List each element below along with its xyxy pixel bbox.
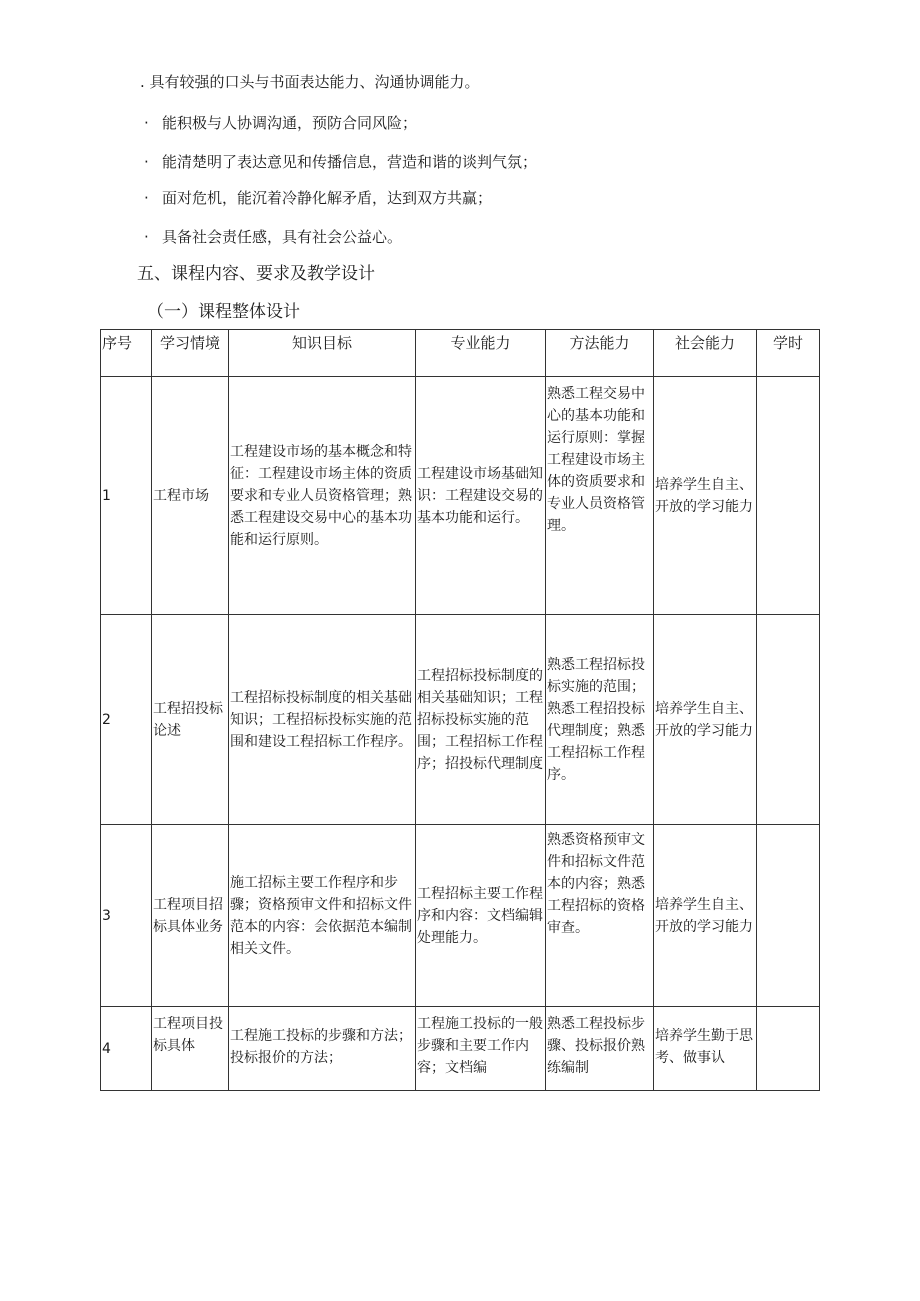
learning-situation: 工程项目招标具体业务 [152,825,229,1007]
table-row [101,825,820,1007]
professional-ability: 工程招标投标制度的相关基础知识；工程招标投标实施的范围；工程招标工作程序；招投标代理制度 [416,615,546,825]
section-heading: 五、课程内容、要求及教学设计 [137,264,375,284]
row-number: 1 [101,377,152,615]
header-cell: 专业能力 [416,330,546,377]
method-ability: 熟悉工程交易中心的基本功能和运行原则：掌握工程建设市场主体的资质要求和专业人员资格管理。 [546,377,654,615]
social-ability: 培养学生勤于思考、做事认 [654,1007,757,1091]
header-cell: 社会能力 [654,330,757,377]
learning-situation: 工程市场 [152,377,229,615]
bullet-dot-icon: · [144,114,149,132]
bullet-text: 具备社会责任感，具有社会公益心。 [162,228,403,246]
knowledge-goal: 施工招标主要工作程序和步骤；资格预审文件和招标文件范本的内容：会依据范本编制相关文件。 [229,825,416,1007]
bullet-dot-icon: · [144,189,149,207]
header-cell: 学时 [757,330,820,377]
header-cell: 学习情境 [152,330,229,377]
class-hours [757,1007,820,1091]
table-row [101,1007,820,1091]
professional-ability: 工程施工投标的一般步骤和主要工作内容；文档编 [416,1007,546,1091]
header-cell: 方法能力 [546,330,654,377]
header-cell: 知识目标 [229,330,416,377]
intro-line: . 具有较强的口头与书面表达能力、沟通协调能力。 [140,73,480,91]
header-cell: 序号 [101,330,152,377]
professional-ability: 工程建设市场基础知识：工程建设交易的基本功能和运行。 [416,377,546,615]
class-hours [757,825,820,1007]
knowledge-goal: 工程招标投标制度的相关基础知识；工程招标投标实施的范围和建设工程招标工作程序。 [229,615,416,825]
professional-ability: 工程招标主要工作程序和内容：文档编辑处理能力。 [416,825,546,1007]
knowledge-goal: 工程建设市场的基本概念和特征：工程建设市场主体的资质要求和专业人员资格管理；熟悉工程建设交易中心的基本功能和运行原则。 [229,377,416,615]
knowledge-goal: 工程施工投标的步骤和方法；投标报价的方法； [229,1007,416,1091]
bullet-item [144,113,417,133]
course-design-table [100,329,820,1091]
bullet-dot-icon: · [144,228,149,246]
bullet-text: 能清楚明了表达意见和传播信息，营造和谐的谈判气氛； [162,153,538,171]
learning-situation: 工程招投标论述 [152,615,229,825]
row-number: 4 [101,1007,152,1091]
class-hours [757,377,820,615]
row-number: 2 [101,615,152,825]
subsection-heading: （一）课程整体设计 [147,302,300,322]
bullet-text: 能积极与人协调沟通，预防合同风险； [162,114,418,132]
bullet-dot-icon: · [144,153,149,171]
class-hours [757,615,820,825]
method-ability: 熟悉资格预审文件和招标文件范本的内容；熟悉工程招标的资格审查。 [546,825,654,1007]
bullet-item [144,188,492,208]
table-row [101,615,820,825]
table-row [101,377,820,615]
table-header-row [101,330,820,377]
row-number: 3 [101,825,152,1007]
bullet-text: 面对危机，能沉着冷静化解矛盾，达到双方共赢； [162,189,493,207]
method-ability: 熟悉工程招标投标实施的范围；熟悉工程招投标代理制度；熟悉工程招标工作程序。 [546,615,654,825]
social-ability: 培养学生自主、开放的学习能力 [654,615,757,825]
social-ability: 培养学生自主、开放的学习能力 [654,825,757,1007]
method-ability: 熟悉工程投标步骤、投标报价熟练编制 [546,1007,654,1091]
social-ability: 培养学生自主、开放的学习能力 [654,377,757,615]
learning-situation: 工程项目投标具体 [152,1007,229,1091]
bullet-item [144,152,537,172]
bullet-item [144,227,402,247]
